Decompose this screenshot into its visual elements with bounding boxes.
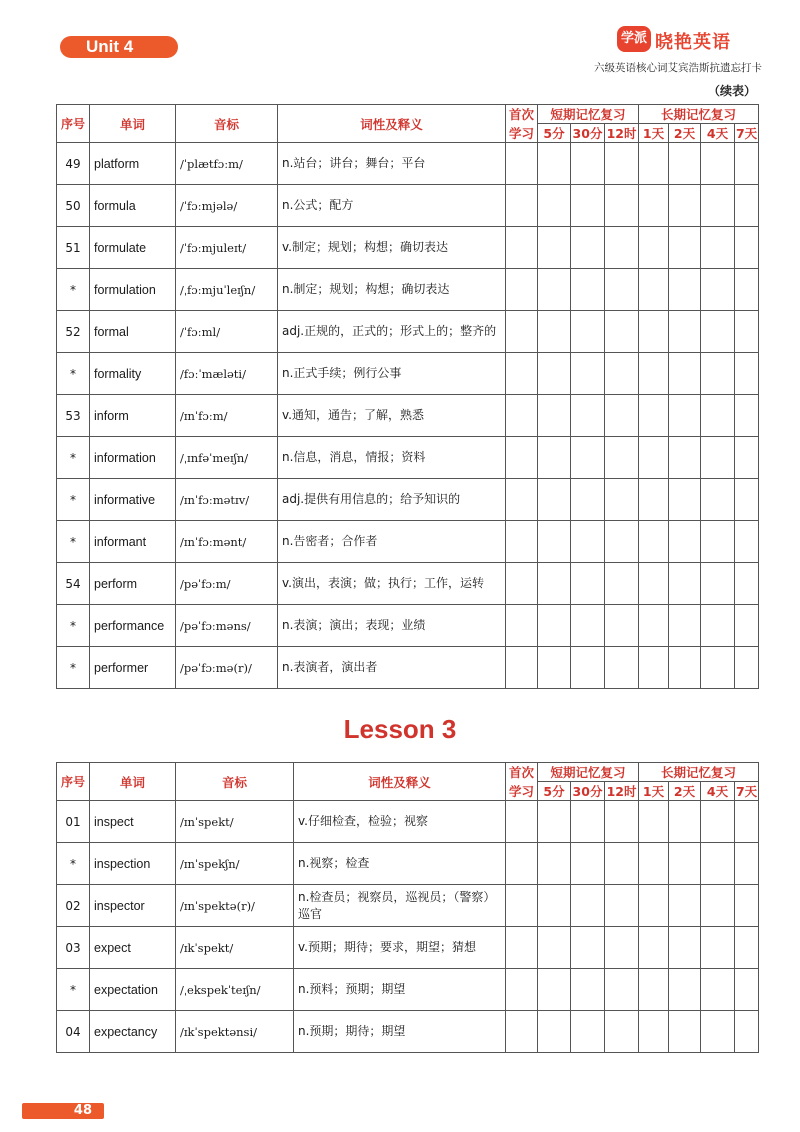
checkin-cell[interactable] — [605, 927, 639, 969]
word-cell: inspection — [90, 843, 176, 885]
checkin-cell[interactable] — [538, 605, 571, 647]
unit-label: Unit 4 — [60, 36, 178, 58]
checkin-cell[interactable] — [605, 521, 639, 563]
checkin-cell[interactable] — [571, 311, 605, 353]
header-7day: 7天 — [735, 782, 759, 801]
checkin-cell[interactable] — [639, 647, 669, 689]
checkin-cell[interactable] — [571, 269, 605, 311]
header-2day: 2天 — [669, 124, 701, 143]
table-row — [57, 1011, 759, 1053]
checkin-cell[interactable] — [735, 801, 759, 843]
checkin-cell[interactable] — [506, 563, 538, 605]
checkin-cell[interactable] — [669, 521, 701, 563]
checkin-cell[interactable] — [735, 647, 759, 689]
checkin-cell[interactable] — [735, 143, 759, 185]
checkin-cell[interactable] — [506, 647, 538, 689]
row-number: * — [57, 969, 90, 1011]
table-row — [57, 885, 759, 927]
checkin-cell[interactable] — [669, 353, 701, 395]
checkin-cell[interactable] — [701, 563, 735, 605]
checkin-cell[interactable] — [571, 353, 605, 395]
checkin-cell[interactable] — [639, 143, 669, 185]
checkin-cell[interactable] — [605, 563, 639, 605]
definition-cell: v.演出，表演；做；执行；工作，运转 — [278, 563, 506, 605]
definition-cell: v.通知，通告；了解，熟悉 — [278, 395, 506, 437]
checkin-cell[interactable] — [571, 185, 605, 227]
checkin-cell[interactable] — [701, 479, 735, 521]
vocab-table-1 — [56, 104, 759, 689]
checkin-cell[interactable] — [506, 969, 538, 1011]
definition-cell: n.表演；演出；表现；业绩 — [278, 605, 506, 647]
row-number: * — [57, 843, 90, 885]
checkin-cell[interactable] — [571, 437, 605, 479]
checkin-cell[interactable] — [639, 395, 669, 437]
checkin-cell[interactable] — [669, 969, 701, 1011]
header-phonetic: 音标 — [176, 105, 278, 143]
checkin-cell[interactable] — [538, 437, 571, 479]
checkin-cell[interactable] — [735, 605, 759, 647]
definition-cell: n.告密者；合作者 — [278, 521, 506, 563]
word-cell: information — [90, 437, 176, 479]
checkin-cell[interactable] — [669, 563, 701, 605]
header-7day: 7天 — [735, 124, 759, 143]
row-number: * — [57, 647, 90, 689]
checkin-cell[interactable] — [571, 801, 605, 843]
checkin-cell[interactable] — [639, 311, 669, 353]
checkin-cell[interactable] — [605, 437, 639, 479]
checkin-cell[interactable] — [538, 927, 571, 969]
vocab-table-2 — [56, 762, 759, 1053]
checkin-cell[interactable] — [701, 395, 735, 437]
checkin-cell[interactable] — [669, 843, 701, 885]
definition-cell: n.表演者，演出者 — [278, 647, 506, 689]
brand-name: 晓艳英语 — [655, 32, 731, 53]
word-cell: formulate — [90, 227, 176, 269]
checkin-cell[interactable] — [669, 885, 701, 927]
checkin-cell[interactable] — [571, 969, 605, 1011]
checkin-cell[interactable] — [701, 143, 735, 185]
table-row — [57, 521, 759, 563]
checkin-cell[interactable] — [605, 479, 639, 521]
checkin-cell[interactable] — [605, 269, 639, 311]
brand-subtitle: 六级英语核心词艾宾浩斯抗遗忘打卡 — [594, 62, 762, 74]
phonetic-cell: /ˈplætfɔːm/ — [176, 143, 278, 185]
checkin-cell[interactable] — [701, 353, 735, 395]
checkin-cell[interactable] — [701, 269, 735, 311]
checkin-cell[interactable] — [605, 143, 639, 185]
checkin-cell[interactable] — [669, 395, 701, 437]
phonetic-cell: /ɪnˈspekʃn/ — [176, 843, 294, 885]
word-cell: formulation — [90, 269, 176, 311]
checkin-cell[interactable] — [506, 269, 538, 311]
table-row — [57, 647, 759, 689]
checkin-cell[interactable] — [735, 227, 759, 269]
checkin-cell[interactable] — [605, 885, 639, 927]
definition-cell: n.预期；期待；期望 — [294, 1011, 506, 1053]
checkin-cell[interactable] — [669, 437, 701, 479]
checkin-cell[interactable] — [669, 143, 701, 185]
checkin-cell[interactable] — [669, 311, 701, 353]
checkin-cell[interactable] — [538, 563, 571, 605]
checkin-cell[interactable] — [735, 437, 759, 479]
definition-cell: n.站台；讲台；舞台；平台 — [278, 143, 506, 185]
row-number: 54 — [57, 563, 90, 605]
table-row — [57, 311, 759, 353]
checkin-cell[interactable] — [639, 563, 669, 605]
definition-cell: n.视察；检查 — [294, 843, 506, 885]
definition-cell: n.公式；配方 — [278, 185, 506, 227]
definition-cell: v.制定；规划；构想；确切表达 — [278, 227, 506, 269]
checkin-cell[interactable] — [639, 227, 669, 269]
checkin-cell[interactable] — [571, 885, 605, 927]
phonetic-cell: /ɪnˈspekt/ — [176, 801, 294, 843]
header-1day: 1天 — [639, 124, 669, 143]
checkin-cell[interactable] — [605, 227, 639, 269]
word-cell: expectation — [90, 969, 176, 1011]
definition-cell: n.正式手续；例行公事 — [278, 353, 506, 395]
table-row — [57, 185, 759, 227]
header-no: 序号 — [57, 763, 90, 801]
checkin-cell[interactable] — [701, 801, 735, 843]
definition-cell: n.检查员；视察员，巡视员；（警察）巡官 — [294, 885, 506, 927]
header-5min: 5分 — [538, 782, 571, 801]
checkin-cell[interactable] — [605, 353, 639, 395]
header-1day: 1天 — [639, 782, 669, 801]
definition-cell: n.信息，消息，情报；资料 — [278, 437, 506, 479]
table-row — [57, 801, 759, 843]
checkin-cell[interactable] — [639, 479, 669, 521]
definition-cell: n.制定；规划；构想；确切表达 — [278, 269, 506, 311]
checkin-cell[interactable] — [735, 1011, 759, 1053]
row-number: 02 — [57, 885, 90, 927]
checkin-cell[interactable] — [571, 479, 605, 521]
phonetic-cell: /ˈfɔːmjuleɪt/ — [176, 227, 278, 269]
checkin-cell[interactable] — [669, 227, 701, 269]
row-number: * — [57, 521, 90, 563]
checkin-cell[interactable] — [605, 647, 639, 689]
row-number: 04 — [57, 1011, 90, 1053]
word-cell: informant — [90, 521, 176, 563]
definition-cell: adj.正规的，正式的；形式上的；整齐的 — [278, 311, 506, 353]
checkin-cell[interactable] — [639, 969, 669, 1011]
table-row — [57, 227, 759, 269]
word-cell: performer — [90, 647, 176, 689]
checkin-cell[interactable] — [506, 143, 538, 185]
brand-logo-icon: 学派 — [617, 26, 651, 52]
checkin-cell[interactable] — [639, 185, 669, 227]
definition-cell: adj.提供有用信息的；给予知识的 — [278, 479, 506, 521]
checkin-cell[interactable] — [506, 605, 538, 647]
phonetic-cell: /ɪnˈfɔːmənt/ — [176, 521, 278, 563]
checkin-cell[interactable] — [639, 605, 669, 647]
row-number: * — [57, 353, 90, 395]
word-cell: inform — [90, 395, 176, 437]
header-definition: 词性及释义 — [278, 105, 506, 143]
header-first: 首次 — [506, 763, 538, 782]
checkin-cell[interactable] — [506, 311, 538, 353]
phonetic-cell: /fɔːˈmæləti/ — [176, 353, 278, 395]
checkin-cell[interactable] — [669, 1011, 701, 1053]
checkin-cell[interactable] — [639, 353, 669, 395]
phonetic-cell: /ˈfɔːml/ — [176, 311, 278, 353]
word-cell: expect — [90, 927, 176, 969]
header-30min: 30分 — [571, 124, 605, 143]
table-row — [57, 143, 759, 185]
row-number: 53 — [57, 395, 90, 437]
checkin-cell[interactable] — [538, 1011, 571, 1053]
checkin-cell[interactable] — [506, 843, 538, 885]
checkin-cell[interactable] — [735, 521, 759, 563]
checkin-cell[interactable] — [669, 647, 701, 689]
word-cell: perform — [90, 563, 176, 605]
table-row — [57, 269, 759, 311]
checkin-cell[interactable] — [701, 647, 735, 689]
checkin-cell[interactable] — [701, 1011, 735, 1053]
checkin-cell[interactable] — [605, 1011, 639, 1053]
checkin-cell[interactable] — [735, 563, 759, 605]
header-12h: 12时 — [605, 124, 639, 143]
checkin-cell[interactable] — [701, 311, 735, 353]
phonetic-cell: /pəˈfɔːməns/ — [176, 605, 278, 647]
checkin-cell[interactable] — [538, 395, 571, 437]
checkin-cell[interactable] — [571, 1011, 605, 1053]
table-row — [57, 843, 759, 885]
header-no: 序号 — [57, 105, 90, 143]
checkin-cell[interactable] — [506, 1011, 538, 1053]
header-first: 首次 — [506, 105, 538, 124]
word-cell: informative — [90, 479, 176, 521]
checkin-cell[interactable] — [639, 885, 669, 927]
checkin-cell[interactable] — [571, 647, 605, 689]
checkin-cell[interactable] — [735, 185, 759, 227]
phonetic-cell: /ɪnˈfɔːm/ — [176, 395, 278, 437]
checkin-cell[interactable] — [538, 479, 571, 521]
checkin-cell[interactable] — [571, 143, 605, 185]
header-definition: 词性及释义 — [294, 763, 506, 801]
continued-note: （续表） — [707, 84, 756, 98]
checkin-cell[interactable] — [571, 927, 605, 969]
phonetic-cell: /ˌɪnfəˈmeɪʃn/ — [176, 437, 278, 479]
phonetic-cell: /pəˈfɔːm/ — [176, 563, 278, 605]
row-number: 03 — [57, 927, 90, 969]
checkin-cell[interactable] — [639, 269, 669, 311]
definition-cell: v.仔细检查，检验；视察 — [294, 801, 506, 843]
table-row — [57, 353, 759, 395]
header-4day: 4天 — [701, 124, 735, 143]
checkin-cell[interactable] — [639, 801, 669, 843]
checkin-cell[interactable] — [506, 927, 538, 969]
brand-header — [562, 26, 762, 76]
checkin-cell[interactable] — [735, 969, 759, 1011]
checkin-cell[interactable] — [506, 437, 538, 479]
word-cell: inspect — [90, 801, 176, 843]
checkin-cell[interactable] — [538, 353, 571, 395]
checkin-cell[interactable] — [639, 437, 669, 479]
checkin-cell[interactable] — [735, 843, 759, 885]
checkin-cell[interactable] — [538, 269, 571, 311]
table-row — [57, 927, 759, 969]
checkin-cell[interactable] — [735, 479, 759, 521]
header-long-term: 长期记忆复习 — [639, 105, 759, 124]
checkin-cell[interactable] — [506, 227, 538, 269]
checkin-cell[interactable] — [701, 605, 735, 647]
phonetic-cell: /ɪkˈspektənsi/ — [176, 1011, 294, 1053]
word-cell: formal — [90, 311, 176, 353]
checkin-cell[interactable] — [605, 843, 639, 885]
checkin-cell[interactable] — [701, 437, 735, 479]
checkin-cell[interactable] — [538, 801, 571, 843]
header-short-term: 短期记忆复习 — [538, 105, 639, 124]
word-cell: expectancy — [90, 1011, 176, 1053]
lesson-title: Lesson 3 — [343, 714, 457, 744]
checkin-cell[interactable] — [639, 1011, 669, 1053]
checkin-cell[interactable] — [571, 843, 605, 885]
header-study: 学习 — [506, 124, 538, 143]
checkin-cell[interactable] — [669, 479, 701, 521]
checkin-cell[interactable] — [639, 927, 669, 969]
checkin-cell[interactable] — [669, 605, 701, 647]
header-4day: 4天 — [701, 782, 735, 801]
checkin-cell[interactable] — [571, 227, 605, 269]
checkin-cell[interactable] — [669, 801, 701, 843]
phonetic-cell: /ɪnˈfɔːmətɪv/ — [176, 479, 278, 521]
checkin-cell[interactable] — [605, 311, 639, 353]
header-long-term: 长期记忆复习 — [639, 763, 759, 782]
checkin-cell[interactable] — [735, 885, 759, 927]
checkin-cell[interactable] — [506, 521, 538, 563]
checkin-cell[interactable] — [538, 143, 571, 185]
checkin-cell[interactable] — [605, 395, 639, 437]
checkin-cell[interactable] — [506, 479, 538, 521]
checkin-cell[interactable] — [506, 353, 538, 395]
phonetic-cell: /ˌfɔːmjuˈleɪʃn/ — [176, 269, 278, 311]
checkin-cell[interactable] — [735, 395, 759, 437]
phonetic-cell: /ɪkˈspekt/ — [176, 927, 294, 969]
checkin-cell[interactable] — [735, 927, 759, 969]
checkin-cell[interactable] — [538, 647, 571, 689]
checkin-cell[interactable] — [571, 521, 605, 563]
header-word: 单词 — [90, 105, 176, 143]
checkin-cell[interactable] — [735, 311, 759, 353]
row-number: * — [57, 269, 90, 311]
checkin-cell[interactable] — [669, 927, 701, 969]
checkin-cell[interactable] — [701, 843, 735, 885]
checkin-cell[interactable] — [605, 801, 639, 843]
checkin-cell[interactable] — [538, 885, 571, 927]
row-number: 52 — [57, 311, 90, 353]
header-short-term: 短期记忆复习 — [538, 763, 639, 782]
definition-cell: v.预期；期待；要求，期望；猜想 — [294, 927, 506, 969]
checkin-cell[interactable] — [639, 521, 669, 563]
checkin-cell[interactable] — [639, 843, 669, 885]
table-row — [57, 437, 759, 479]
checkin-cell[interactable] — [605, 185, 639, 227]
phonetic-cell: /pəˈfɔːmə(r)/ — [176, 647, 278, 689]
checkin-cell[interactable] — [538, 185, 571, 227]
checkin-cell[interactable] — [538, 227, 571, 269]
checkin-cell[interactable] — [701, 521, 735, 563]
header-30min: 30分 — [571, 782, 605, 801]
header-phonetic: 音标 — [176, 763, 294, 801]
word-cell: formality — [90, 353, 176, 395]
table-row — [57, 563, 759, 605]
checkin-cell[interactable] — [701, 227, 735, 269]
checkin-cell[interactable] — [701, 927, 735, 969]
checkin-cell[interactable] — [538, 521, 571, 563]
word-cell: formula — [90, 185, 176, 227]
checkin-cell[interactable] — [538, 311, 571, 353]
table-row — [57, 395, 759, 437]
header-12h: 12时 — [605, 782, 639, 801]
checkin-cell[interactable] — [506, 185, 538, 227]
header-2day: 2天 — [669, 782, 701, 801]
checkin-cell[interactable] — [605, 969, 639, 1011]
word-cell: inspector — [90, 885, 176, 927]
row-number: 49 — [57, 143, 90, 185]
checkin-cell[interactable] — [571, 605, 605, 647]
checkin-cell[interactable] — [571, 563, 605, 605]
checkin-cell[interactable] — [605, 605, 639, 647]
checkin-cell[interactable] — [701, 185, 735, 227]
row-number: * — [57, 479, 90, 521]
definition-cell: n.预料；预期；期望 — [294, 969, 506, 1011]
checkin-cell[interactable] — [669, 269, 701, 311]
word-cell: performance — [90, 605, 176, 647]
page-number: 48 — [22, 1103, 104, 1119]
phonetic-cell: /ɪnˈspektə(r)/ — [176, 885, 294, 927]
checkin-cell[interactable] — [538, 969, 571, 1011]
row-number: 51 — [57, 227, 90, 269]
table-row — [57, 969, 759, 1011]
checkin-cell[interactable] — [506, 395, 538, 437]
row-number: * — [57, 437, 90, 479]
header-word: 单词 — [90, 763, 176, 801]
table-row — [57, 479, 759, 521]
phonetic-cell: /ˈfɔːmjələ/ — [176, 185, 278, 227]
checkin-cell[interactable] — [735, 353, 759, 395]
checkin-cell[interactable] — [538, 843, 571, 885]
checkin-cell[interactable] — [506, 885, 538, 927]
row-number: 01 — [57, 801, 90, 843]
checkin-cell[interactable] — [735, 269, 759, 311]
checkin-cell[interactable] — [701, 969, 735, 1011]
header-5min: 5分 — [538, 124, 571, 143]
checkin-cell[interactable] — [506, 801, 538, 843]
checkin-cell[interactable] — [701, 885, 735, 927]
table-row — [57, 605, 759, 647]
word-cell: platform — [90, 143, 176, 185]
row-number: * — [57, 605, 90, 647]
header-study: 学习 — [506, 782, 538, 801]
row-number: 50 — [57, 185, 90, 227]
checkin-cell[interactable] — [571, 395, 605, 437]
checkin-cell[interactable] — [669, 185, 701, 227]
phonetic-cell: /ˌekspekˈteɪʃn/ — [176, 969, 294, 1011]
